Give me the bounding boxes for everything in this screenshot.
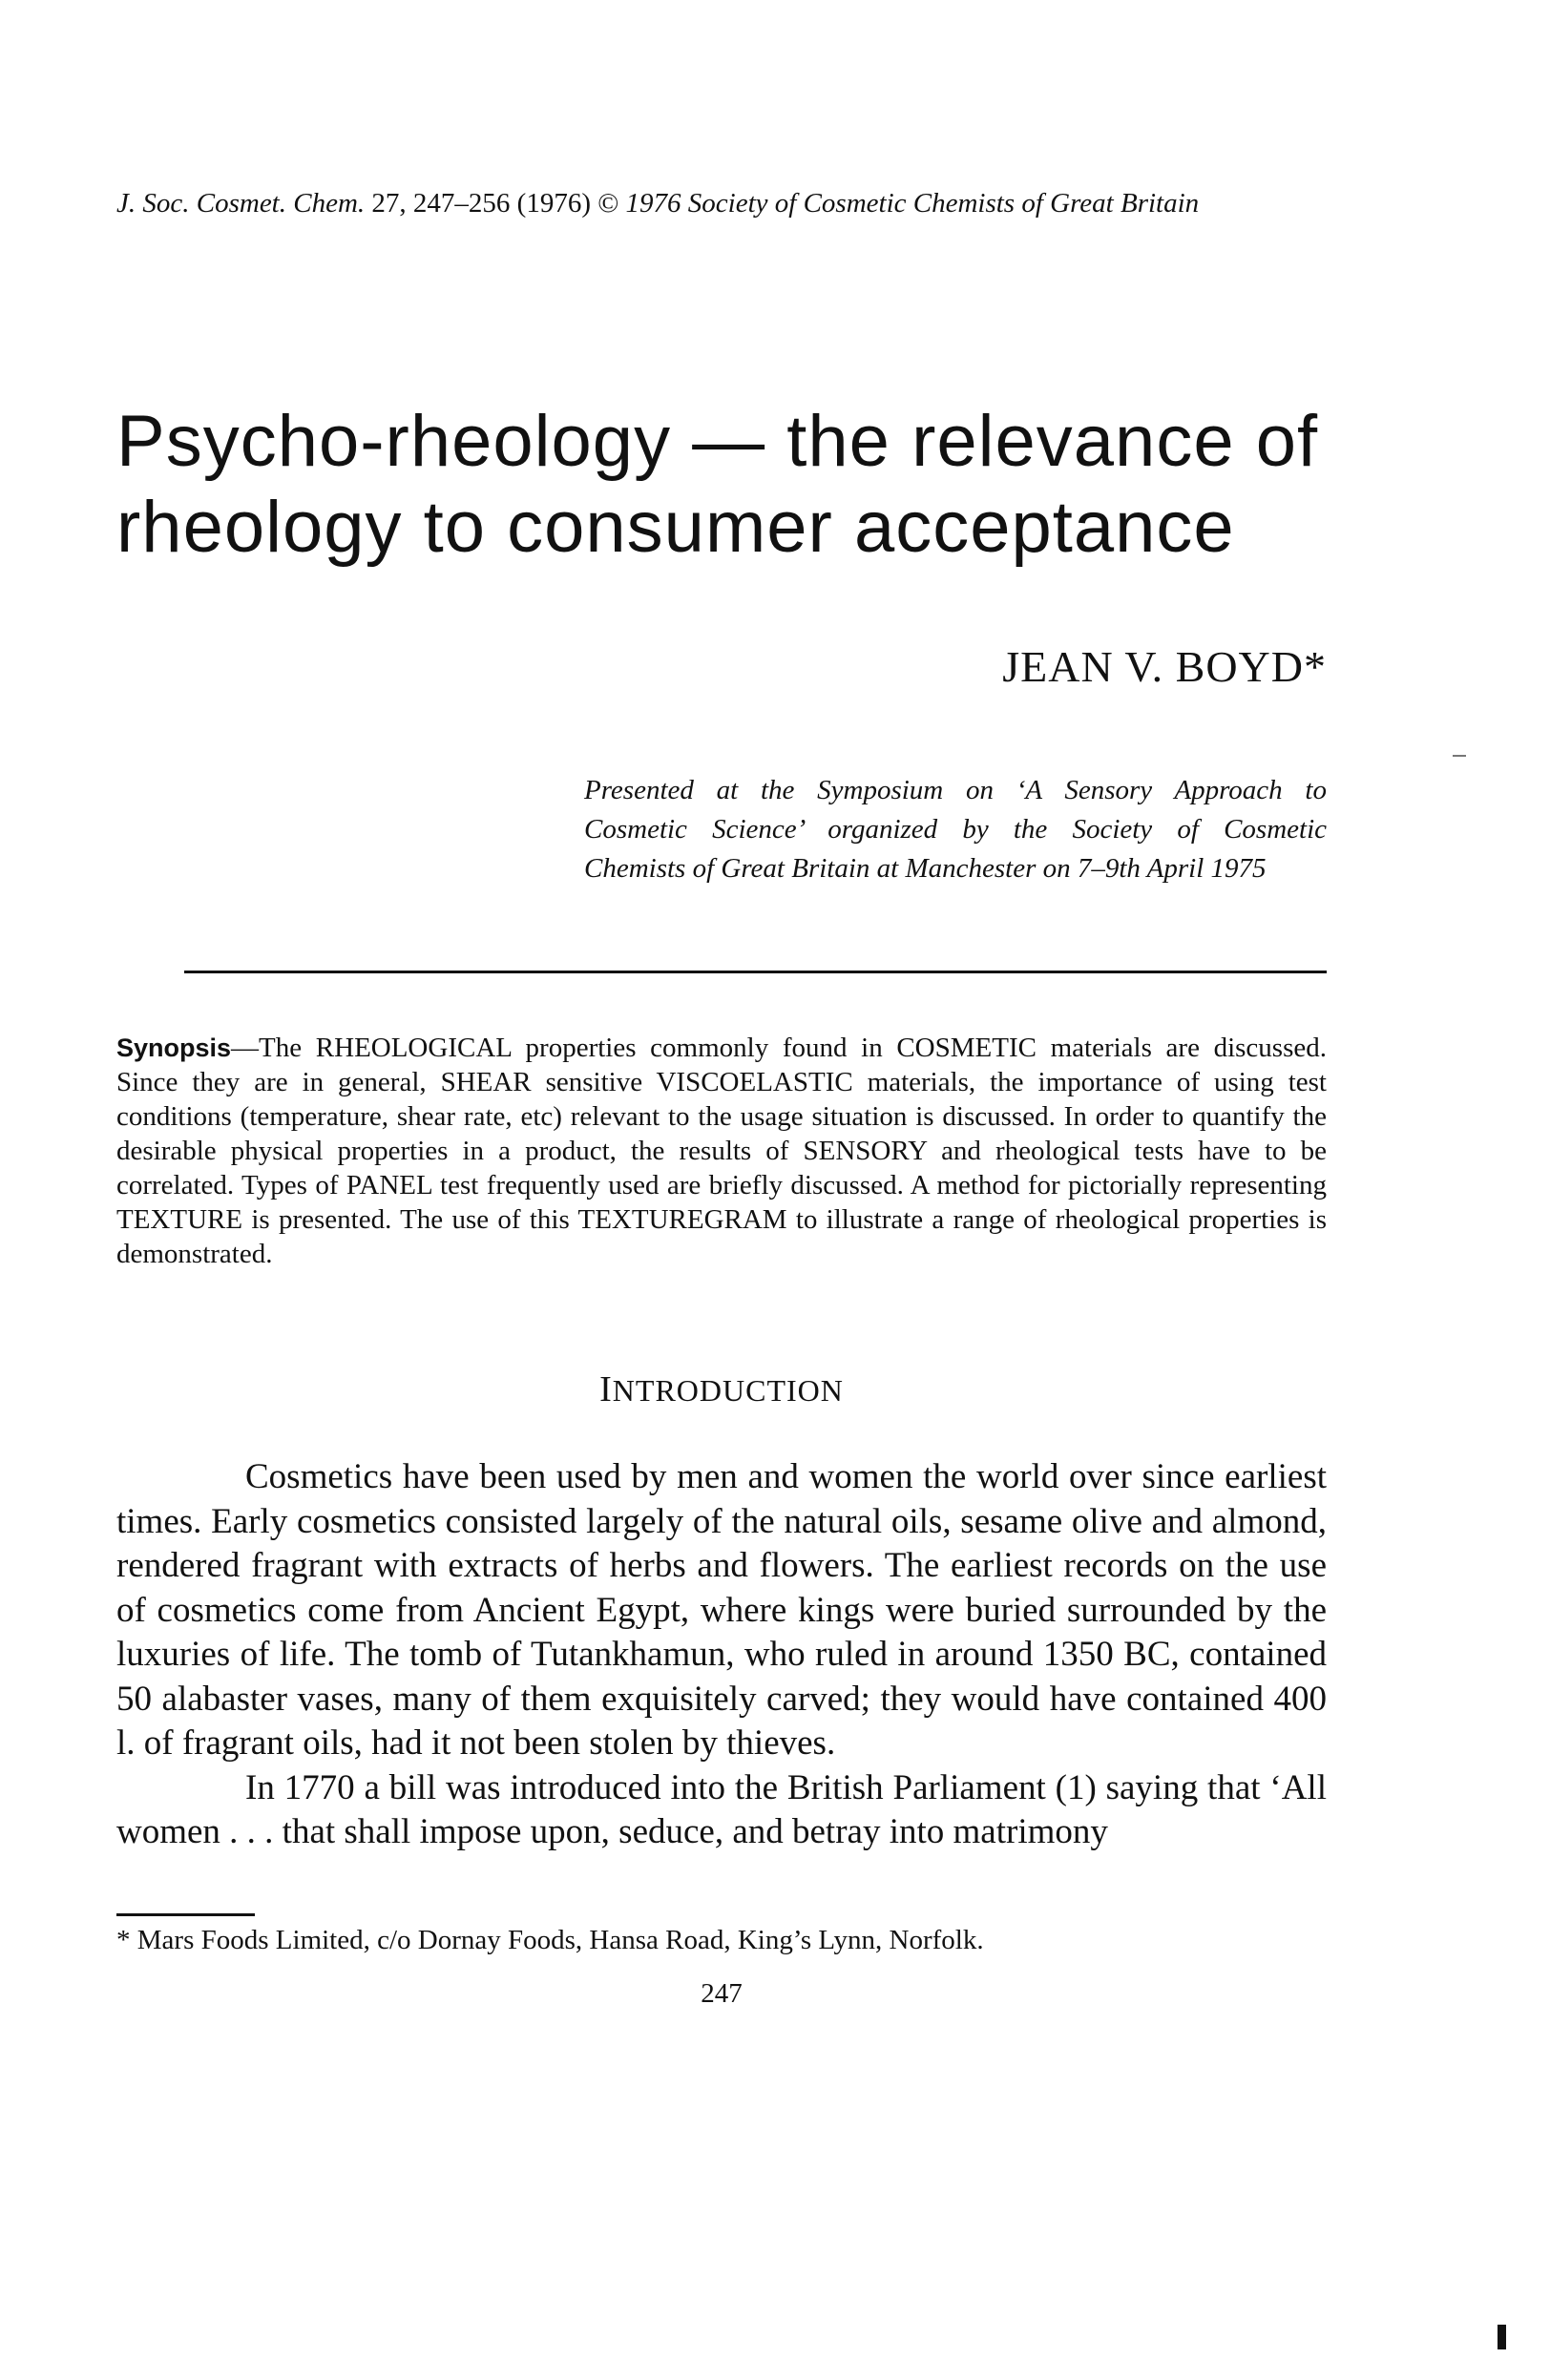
body-text [116,1455,1327,1855]
journal-citation-header [116,188,1357,219]
volume-pages: 27, 247–256 (1976) [371,188,591,219]
scan-mark [1453,755,1466,757]
scan-mark [1498,2325,1506,2349]
copyright-holder: 1976 Society of Cosmetic Chemists of Great Britain [625,188,1200,219]
author-affiliation-footnote: * Mars Foods Limited, c/o Dornay Foods, Hansa Road, King’s Lynn, Norfolk. [116,1925,984,1955]
synopsis [116,1031,1327,1271]
presented-line: Presented at the Symposium on ‘A Sensory Approach to [584,775,1327,805]
body-paragraph-1: Cosmetics have been used by men and women the world over since earliest times. Early cosmetics consisted largely of the natural oils, sesame olive and almond, rendered fragrant with extracts of herbs and flowers. The earliest records on the use of cosmetics come from Ancient Egypt, where kings were buried surrounded by the luxuries of life. The tomb of Tutankhamun, who ruled in around 1350 BC, contained 50 alabaster vases, many of them exquisitely carved; they would have contained 400 l. of fragrant oils, had it not been stolen by thieves. [116,1457,1327,1763]
presented-at-note [584,771,1327,888]
presented-line: Chemists of Great Britain at Manchester on 7–9th April 1975 [584,853,1267,884]
journal-name: J. Soc. Cosmet. Chem. [116,188,366,219]
section-heading-introduction [116,1368,1327,1410]
section-heading-rest: NTRODUCTION [612,1373,844,1408]
article-title [116,399,1357,571]
page-number: 247 [701,1978,743,2009]
footnote-divider [116,1913,255,1916]
presented-line: Cosmetic Science’ organized by the Society of Cosmetic [584,814,1327,845]
title-line-1: Psycho-rheology — the relevance of [116,401,1319,482]
divider-rule [184,971,1327,973]
copyright-icon: © [597,188,619,219]
title-line-2: rheology to consumer acceptance [116,487,1235,568]
section-heading-initial: I [599,1369,613,1409]
synopsis-label: Synopsis [116,1033,232,1062]
body-paragraph-2: In 1770 a bill was introduced into the British Parliament (1) saying that ‘All women . . . that shall impose upon, seduce, and betray into matrimony [116,1767,1327,1851]
author-name: JEAN V. BOYD* [1002,642,1327,691]
synopsis-text: —The RHEOLOGICAL properties commonly found in COSMETIC materials are discussed. Since they are in general, SHEAR sensitive VISCOELASTIC materials, the importance of using test conditions (temperature, shear rate, etc) relevant to the usage situation is discussed. In order to quantify the desirable physical properties in a product, the results of SENSORY and rheological tests have to be correlated. Types of PANEL test frequently used are briefly discussed. A method for pictorially representing TEXTURE is presented. The use of this TEXTUREGRAM to illustrate a range of rheological properties is demonstrated. [116,1033,1327,1269]
